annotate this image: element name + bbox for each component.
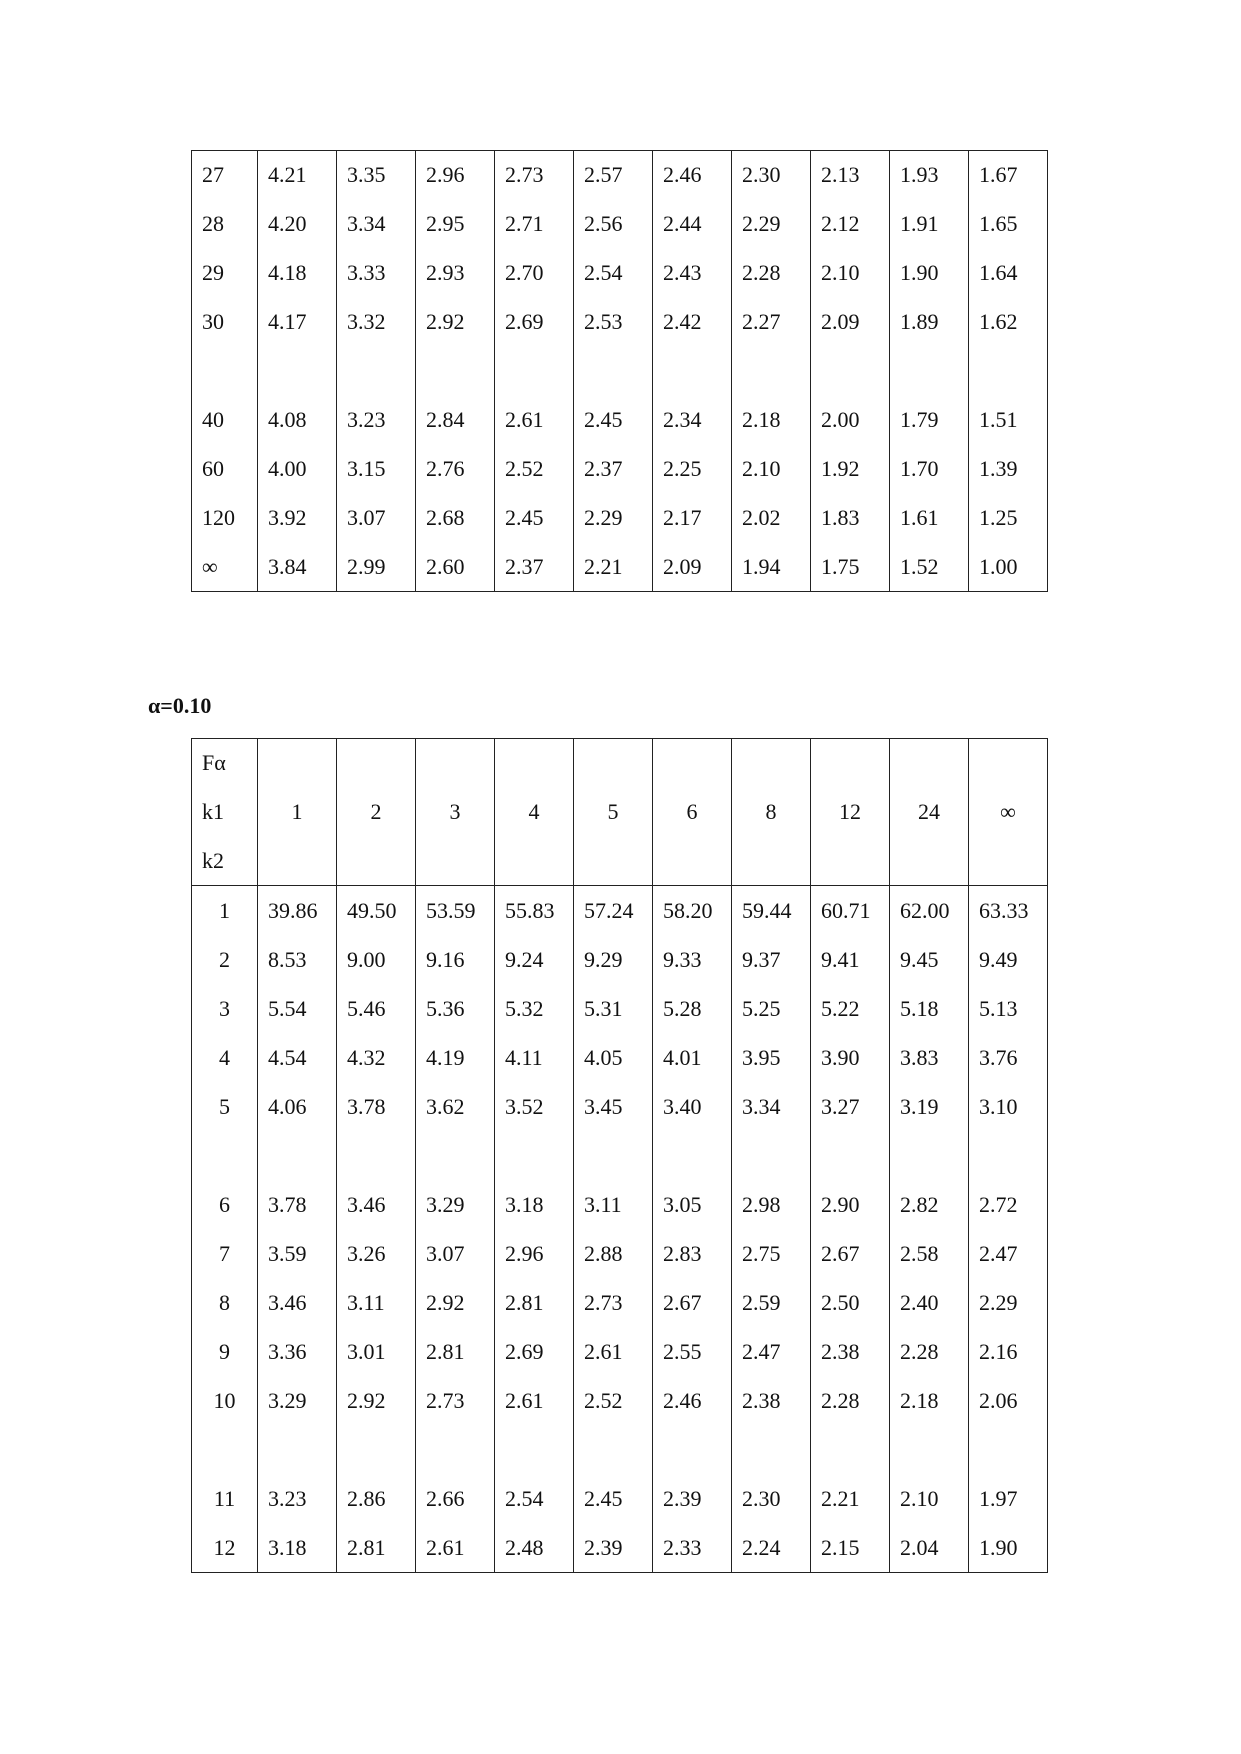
value-cell: 2.59 — [732, 1278, 811, 1327]
value-cell: 2.28 — [732, 248, 811, 297]
value-cell: 3.23 — [337, 395, 416, 444]
value-cell: 2.40 — [890, 1278, 969, 1327]
k2-cell: 6 — [192, 1180, 258, 1229]
value-cell: 2.37 — [495, 542, 574, 591]
value-cell: 3.07 — [416, 1229, 495, 1278]
table-row — [192, 886, 1048, 936]
value-cell: 3.18 — [495, 1180, 574, 1229]
value-cell: 2.73 — [574, 1278, 653, 1327]
value-cell: 2.29 — [969, 1278, 1048, 1327]
spacer-cell — [416, 346, 495, 395]
value-cell: 1.51 — [969, 395, 1048, 444]
spacer-cell — [416, 1425, 495, 1474]
k1-header: 6 — [653, 739, 732, 886]
k1-header: 12 — [811, 739, 890, 886]
value-cell: 9.16 — [416, 935, 495, 984]
row-spacer — [192, 1425, 1048, 1474]
value-cell: 2.61 — [574, 1327, 653, 1376]
k2-cell: 5 — [192, 1082, 258, 1131]
value-cell: 2.55 — [653, 1327, 732, 1376]
value-cell: 2.58 — [890, 1229, 969, 1278]
value-cell: 2.45 — [574, 395, 653, 444]
value-cell: 9.24 — [495, 935, 574, 984]
value-cell: 53.59 — [416, 886, 495, 936]
table-header-row — [192, 739, 1048, 886]
value-cell: 2.96 — [495, 1229, 574, 1278]
spacer-cell — [890, 346, 969, 395]
value-cell: 2.61 — [416, 1523, 495, 1573]
value-cell: 3.10 — [969, 1082, 1048, 1131]
value-cell: 9.49 — [969, 935, 1048, 984]
value-cell: 2.45 — [574, 1474, 653, 1523]
spacer-cell — [811, 1131, 890, 1180]
spacer-cell — [416, 1131, 495, 1180]
corner-f-alpha: Fα — [202, 750, 226, 775]
value-cell: 2.69 — [495, 297, 574, 346]
spacer-cell — [574, 1131, 653, 1180]
value-cell: 58.20 — [653, 886, 732, 936]
spacer-cell — [495, 1131, 574, 1180]
value-cell: 1.64 — [969, 248, 1048, 297]
value-cell: 5.46 — [337, 984, 416, 1033]
k2-cell: 7 — [192, 1229, 258, 1278]
value-cell: 3.35 — [337, 150, 416, 199]
corner-k2: k2 — [202, 848, 224, 873]
value-cell: 2.25 — [653, 444, 732, 493]
table-row — [192, 1278, 1048, 1327]
value-cell: 55.83 — [495, 886, 574, 936]
value-cell: 2.52 — [495, 444, 574, 493]
value-cell: 2.75 — [732, 1229, 811, 1278]
value-cell: 2.81 — [495, 1278, 574, 1327]
k2-cell: 4 — [192, 1033, 258, 1082]
value-cell: 2.82 — [890, 1180, 969, 1229]
k2-cell: 1 — [192, 886, 258, 936]
k2-cell: 2 — [192, 935, 258, 984]
k2-cell: 12 — [192, 1523, 258, 1573]
value-cell: 9.45 — [890, 935, 969, 984]
value-cell: 5.32 — [495, 984, 574, 1033]
table-row — [192, 935, 1048, 984]
value-cell: 2.24 — [732, 1523, 811, 1573]
value-cell: 3.34 — [337, 199, 416, 248]
value-cell: 2.53 — [574, 297, 653, 346]
value-cell: 3.18 — [258, 1523, 337, 1573]
spacer-cell — [258, 346, 337, 395]
value-cell: 3.62 — [416, 1082, 495, 1131]
value-cell: 2.30 — [732, 1474, 811, 1523]
value-cell: 63.33 — [969, 886, 1048, 936]
table-row — [192, 1376, 1048, 1425]
value-cell: 2.47 — [969, 1229, 1048, 1278]
value-cell: 5.25 — [732, 984, 811, 1033]
value-cell: 5.13 — [969, 984, 1048, 1033]
table-row — [192, 1474, 1048, 1523]
value-cell: 2.48 — [495, 1523, 574, 1573]
k2-cell: ∞ — [192, 542, 258, 591]
value-cell: 3.59 — [258, 1229, 337, 1278]
value-cell: 9.33 — [653, 935, 732, 984]
value-cell: 4.19 — [416, 1033, 495, 1082]
spacer-cell — [192, 1131, 258, 1180]
value-cell: 2.18 — [890, 1376, 969, 1425]
value-cell: 2.34 — [653, 395, 732, 444]
value-cell: 1.70 — [890, 444, 969, 493]
value-cell: 2.17 — [653, 493, 732, 542]
value-cell: 2.57 — [574, 150, 653, 199]
value-cell: 2.88 — [574, 1229, 653, 1278]
value-cell: 2.39 — [574, 1523, 653, 1573]
table-row — [192, 493, 1048, 542]
value-cell: 2.83 — [653, 1229, 732, 1278]
value-cell: 3.23 — [258, 1474, 337, 1523]
spacer-cell — [258, 1425, 337, 1474]
spacer-cell — [732, 346, 811, 395]
value-cell: 2.81 — [337, 1523, 416, 1573]
spacer-cell — [495, 1425, 574, 1474]
value-cell: 62.00 — [890, 886, 969, 936]
value-cell: 1.83 — [811, 493, 890, 542]
value-cell: 5.54 — [258, 984, 337, 1033]
value-cell: 4.06 — [258, 1082, 337, 1131]
value-cell: 5.22 — [811, 984, 890, 1033]
row-spacer — [192, 1131, 1048, 1180]
k2-cell: 27 — [192, 150, 258, 199]
value-cell: 2.73 — [495, 150, 574, 199]
value-cell: 3.76 — [969, 1033, 1048, 1082]
table-row — [192, 1033, 1048, 1082]
value-cell: 3.78 — [258, 1180, 337, 1229]
value-cell: 2.29 — [574, 493, 653, 542]
value-cell: 2.18 — [732, 395, 811, 444]
k2-cell: 8 — [192, 1278, 258, 1327]
value-cell: 2.72 — [969, 1180, 1048, 1229]
table-row — [192, 248, 1048, 297]
value-cell: 2.21 — [811, 1474, 890, 1523]
value-cell: 1.90 — [890, 248, 969, 297]
value-cell: 2.28 — [890, 1327, 969, 1376]
table-row — [192, 542, 1048, 591]
spacer-cell — [192, 1425, 258, 1474]
value-cell: 2.61 — [495, 395, 574, 444]
value-cell: 2.67 — [811, 1229, 890, 1278]
spacer-cell — [653, 1131, 732, 1180]
value-cell: 3.83 — [890, 1033, 969, 1082]
value-cell: 9.41 — [811, 935, 890, 984]
value-cell: 2.10 — [890, 1474, 969, 1523]
value-cell: 2.46 — [653, 1376, 732, 1425]
value-cell: 2.12 — [811, 199, 890, 248]
value-cell: 2.00 — [811, 395, 890, 444]
value-cell: 2.09 — [653, 542, 732, 591]
value-cell: 2.10 — [811, 248, 890, 297]
k2-cell: 10 — [192, 1376, 258, 1425]
spacer-cell — [811, 1425, 890, 1474]
value-cell: 2.73 — [416, 1376, 495, 1425]
value-cell: 4.00 — [258, 444, 337, 493]
value-cell: 5.36 — [416, 984, 495, 1033]
k2-cell: 60 — [192, 444, 258, 493]
value-cell: 2.99 — [337, 542, 416, 591]
value-cell: 2.45 — [495, 493, 574, 542]
value-cell: 2.92 — [416, 297, 495, 346]
value-cell: 3.07 — [337, 493, 416, 542]
value-cell: 3.92 — [258, 493, 337, 542]
f-table-continued — [191, 150, 1048, 591]
value-cell: 3.40 — [653, 1082, 732, 1131]
k2-cell: 30 — [192, 297, 258, 346]
k2-cell: 28 — [192, 199, 258, 248]
value-cell: 4.20 — [258, 199, 337, 248]
value-cell: 3.11 — [337, 1278, 416, 1327]
k1-header: 3 — [416, 739, 495, 886]
value-cell: 4.08 — [258, 395, 337, 444]
value-cell: 2.68 — [416, 493, 495, 542]
k1-header: 4 — [495, 739, 574, 886]
k1-header: ∞ — [969, 739, 1048, 886]
value-cell: 2.66 — [416, 1474, 495, 1523]
value-cell: 4.11 — [495, 1033, 574, 1082]
corner-cell — [192, 739, 258, 886]
value-cell: 39.86 — [258, 886, 337, 936]
value-cell: 4.01 — [653, 1033, 732, 1082]
value-cell: 3.05 — [653, 1180, 732, 1229]
value-cell: 9.00 — [337, 935, 416, 984]
value-cell: 4.05 — [574, 1033, 653, 1082]
value-cell: 60.71 — [811, 886, 890, 936]
value-cell: 2.21 — [574, 542, 653, 591]
value-cell: 2.93 — [416, 248, 495, 297]
value-cell: 5.18 — [890, 984, 969, 1033]
value-cell: 2.76 — [416, 444, 495, 493]
value-cell: 3.84 — [258, 542, 337, 591]
value-cell: 3.90 — [811, 1033, 890, 1082]
table-row — [192, 1180, 1048, 1229]
value-cell: 3.32 — [337, 297, 416, 346]
spacer-cell — [337, 1131, 416, 1180]
value-cell: 9.29 — [574, 935, 653, 984]
table-row — [192, 984, 1048, 1033]
value-cell: 1.61 — [890, 493, 969, 542]
value-cell: 1.97 — [969, 1474, 1048, 1523]
spacer-cell — [574, 1425, 653, 1474]
value-cell: 5.31 — [574, 984, 653, 1033]
value-cell: 1.89 — [890, 297, 969, 346]
value-cell: 2.52 — [574, 1376, 653, 1425]
value-cell: 2.70 — [495, 248, 574, 297]
value-cell: 3.95 — [732, 1033, 811, 1082]
spacer-cell — [258, 1131, 337, 1180]
value-cell: 2.92 — [416, 1278, 495, 1327]
value-cell: 2.95 — [416, 199, 495, 248]
table-row — [192, 1523, 1048, 1573]
table-row — [192, 150, 1048, 199]
k1-header: 1 — [258, 739, 337, 886]
value-cell: 3.46 — [258, 1278, 337, 1327]
value-cell: 3.45 — [574, 1082, 653, 1131]
value-cell: 2.30 — [732, 150, 811, 199]
f-table-alpha-0-10 — [191, 738, 1048, 1573]
spacer-cell — [811, 346, 890, 395]
value-cell: 2.60 — [416, 542, 495, 591]
value-cell: 1.67 — [969, 150, 1048, 199]
value-cell: 2.50 — [811, 1278, 890, 1327]
spacer-cell — [337, 346, 416, 395]
value-cell: 1.79 — [890, 395, 969, 444]
value-cell: 2.92 — [337, 1376, 416, 1425]
value-cell: 59.44 — [732, 886, 811, 936]
value-cell: 4.54 — [258, 1033, 337, 1082]
table-row — [192, 1082, 1048, 1131]
k1-header: 8 — [732, 739, 811, 886]
value-cell: 3.27 — [811, 1082, 890, 1131]
value-cell: 2.69 — [495, 1327, 574, 1376]
value-cell: 2.10 — [732, 444, 811, 493]
spacer-cell — [890, 1131, 969, 1180]
value-cell: 2.39 — [653, 1474, 732, 1523]
k2-cell: 29 — [192, 248, 258, 297]
value-cell: 2.37 — [574, 444, 653, 493]
value-cell: 2.28 — [811, 1376, 890, 1425]
spacer-cell — [969, 1131, 1048, 1180]
row-spacer — [192, 346, 1048, 395]
table-row — [192, 1327, 1048, 1376]
value-cell: 3.29 — [416, 1180, 495, 1229]
spacer-cell — [495, 346, 574, 395]
value-cell: 1.90 — [969, 1523, 1048, 1573]
value-cell: 2.33 — [653, 1523, 732, 1573]
value-cell: 2.71 — [495, 199, 574, 248]
value-cell: 2.86 — [337, 1474, 416, 1523]
value-cell: 1.00 — [969, 542, 1048, 591]
spacer-cell — [732, 1131, 811, 1180]
value-cell: 4.18 — [258, 248, 337, 297]
value-cell: 9.37 — [732, 935, 811, 984]
value-cell: 3.19 — [890, 1082, 969, 1131]
spacer-cell — [969, 346, 1048, 395]
value-cell: 2.38 — [732, 1376, 811, 1425]
value-cell: 2.61 — [495, 1376, 574, 1425]
value-cell: 2.09 — [811, 297, 890, 346]
value-cell: 2.46 — [653, 150, 732, 199]
value-cell: 2.98 — [732, 1180, 811, 1229]
value-cell: 3.01 — [337, 1327, 416, 1376]
value-cell: 1.52 — [890, 542, 969, 591]
value-cell: 3.34 — [732, 1082, 811, 1131]
value-cell: 3.26 — [337, 1229, 416, 1278]
spacer-cell — [732, 1425, 811, 1474]
spacer-cell — [192, 346, 258, 395]
table-row — [192, 1229, 1048, 1278]
value-cell: 5.28 — [653, 984, 732, 1033]
value-cell: 2.27 — [732, 297, 811, 346]
value-cell: 1.94 — [732, 542, 811, 591]
value-cell: 3.15 — [337, 444, 416, 493]
value-cell: 3.33 — [337, 248, 416, 297]
value-cell: 3.78 — [337, 1082, 416, 1131]
value-cell: 2.84 — [416, 395, 495, 444]
spacer-cell — [574, 346, 653, 395]
value-cell: 2.47 — [732, 1327, 811, 1376]
value-cell: 2.43 — [653, 248, 732, 297]
k2-cell: 120 — [192, 493, 258, 542]
spacer-cell — [653, 1425, 732, 1474]
value-cell: 3.46 — [337, 1180, 416, 1229]
value-cell: 2.04 — [890, 1523, 969, 1573]
value-cell: 2.67 — [653, 1278, 732, 1327]
value-cell: 2.13 — [811, 150, 890, 199]
value-cell: 2.56 — [574, 199, 653, 248]
value-cell: 1.91 — [890, 199, 969, 248]
value-cell: 3.11 — [574, 1180, 653, 1229]
value-cell: 2.15 — [811, 1523, 890, 1573]
k2-cell: 11 — [192, 1474, 258, 1523]
value-cell: 2.90 — [811, 1180, 890, 1229]
value-cell: 4.17 — [258, 297, 337, 346]
table-row — [192, 395, 1048, 444]
value-cell: 2.38 — [811, 1327, 890, 1376]
value-cell: 1.65 — [969, 199, 1048, 248]
value-cell: 2.02 — [732, 493, 811, 542]
table-row — [192, 297, 1048, 346]
value-cell: 4.32 — [337, 1033, 416, 1082]
spacer-cell — [337, 1425, 416, 1474]
value-cell: 2.81 — [416, 1327, 495, 1376]
k2-cell: 9 — [192, 1327, 258, 1376]
k2-cell: 40 — [192, 395, 258, 444]
value-cell: 1.25 — [969, 493, 1048, 542]
value-cell: 1.62 — [969, 297, 1048, 346]
value-cell: 2.29 — [732, 199, 811, 248]
k1-header: 2 — [337, 739, 416, 886]
value-cell: 3.52 — [495, 1082, 574, 1131]
value-cell: 1.75 — [811, 542, 890, 591]
value-cell: 2.54 — [574, 248, 653, 297]
k1-header: 5 — [574, 739, 653, 886]
value-cell: 2.16 — [969, 1327, 1048, 1376]
value-cell: 49.50 — [337, 886, 416, 936]
value-cell: 2.44 — [653, 199, 732, 248]
alpha-label: α=0.10 — [148, 693, 212, 718]
table-row — [192, 444, 1048, 493]
value-cell: 1.39 — [969, 444, 1048, 493]
value-cell: 8.53 — [258, 935, 337, 984]
value-cell: 57.24 — [574, 886, 653, 936]
value-cell: 2.06 — [969, 1376, 1048, 1425]
value-cell: 4.21 — [258, 150, 337, 199]
value-cell: 2.96 — [416, 150, 495, 199]
value-cell: 1.92 — [811, 444, 890, 493]
value-cell: 2.42 — [653, 297, 732, 346]
value-cell: 3.29 — [258, 1376, 337, 1425]
table-row — [192, 199, 1048, 248]
spacer-cell — [653, 346, 732, 395]
corner-k1: k1 — [202, 799, 224, 824]
k1-header: 24 — [890, 739, 969, 886]
spacer-cell — [969, 1425, 1048, 1474]
value-cell: 3.36 — [258, 1327, 337, 1376]
spacer-cell — [890, 1425, 969, 1474]
value-cell: 2.54 — [495, 1474, 574, 1523]
k2-cell: 3 — [192, 984, 258, 1033]
value-cell: 1.93 — [890, 150, 969, 199]
